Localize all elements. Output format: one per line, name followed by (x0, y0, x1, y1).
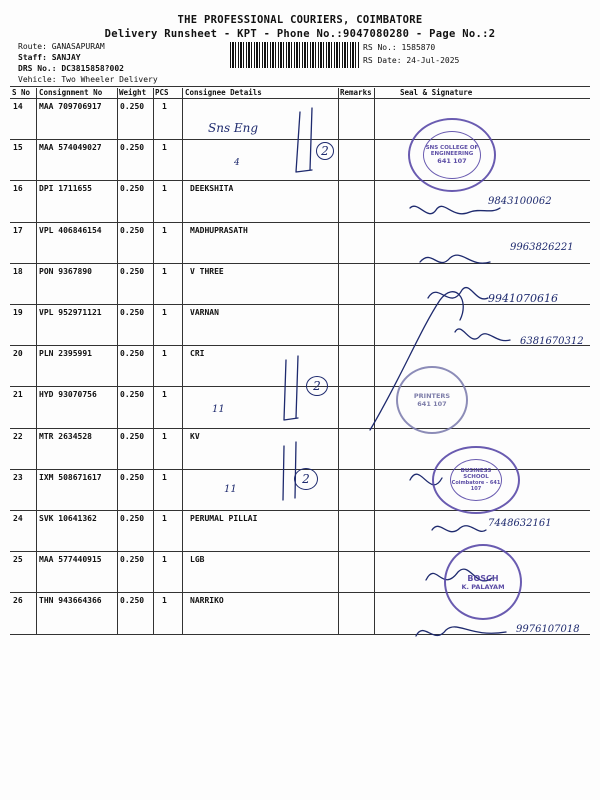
col-header-remarks: Remarks (340, 88, 372, 97)
cell-sno: 17 (13, 226, 23, 235)
signature-stroke (455, 329, 510, 341)
drs-number: DRS No.: DC3815858?002 (18, 64, 124, 73)
stamp-pin: 641 107 (437, 157, 467, 165)
handwritten-phone: 9941070616 (488, 292, 558, 305)
cell-pcs: 1 (162, 473, 167, 482)
cell-consignment: SVK 10641362 (39, 514, 97, 523)
cell-pcs: 1 (162, 226, 167, 235)
printers-seal-stamp (396, 366, 468, 434)
bosch-seal-stamp (444, 544, 522, 620)
stamp-pin: Coimbatore - 641 107 (451, 480, 501, 492)
handwritten-four: 4 (234, 158, 240, 168)
stamp-pin: 641 107 (417, 400, 447, 408)
rs-date: RS Date: 24-Jul-2025 (363, 56, 460, 65)
cell-sno: 25 (13, 555, 23, 564)
cell-consignment: PLN 2395991 (39, 349, 92, 358)
cell-weight: 0.250 (120, 596, 145, 605)
signature-stroke (432, 526, 486, 532)
handwritten-phone: 9976107018 (516, 624, 580, 635)
cell-pcs: 1 (162, 308, 167, 317)
college-seal-stamp (408, 118, 496, 192)
cell-consignment: VPL 406846154 (39, 226, 102, 235)
cell-weight: 0.250 (120, 102, 145, 111)
handwritten-count: 2 (306, 376, 328, 396)
handwritten-count: 2 (294, 468, 318, 490)
handwritten-phone: 7448632161 (488, 518, 552, 529)
col-header-consignee: Consignee Details (185, 88, 262, 97)
stamp-text: SNS COLLEGE OF ENGINEERING (425, 145, 479, 157)
vehicle-label: Vehicle: Two Wheeler Delivery (18, 75, 158, 84)
col-header-seal: Seal & Signature (400, 88, 473, 97)
cell-weight: 0.250 (120, 349, 145, 358)
signature-stroke (410, 206, 500, 214)
cell-consignee: PERUMAL PILLAI (190, 514, 258, 523)
cell-consignment: THN 943664366 (39, 596, 102, 605)
cell-consignee: NARRIKO (190, 596, 224, 605)
cell-weight: 0.250 (120, 555, 145, 564)
stamp-text: BOSCH (467, 573, 499, 583)
cell-consignment: MAA 709706917 (39, 102, 102, 111)
cell-pcs: 1 (162, 184, 167, 193)
cell-sno: 21 (13, 390, 23, 399)
cell-pcs: 1 (162, 596, 167, 605)
cell-sno: 16 (13, 184, 23, 193)
cell-pcs: 1 (162, 267, 167, 276)
cell-weight: 0.250 (120, 267, 145, 276)
cell-consignee: KV (190, 432, 200, 441)
runsheet-subtitle: Delivery Runsheet - KPT - Phone No.:9047080280 - Page No.:2 (104, 28, 496, 40)
cell-sno: 23 (13, 473, 23, 482)
handwritten-count: 2 (316, 142, 334, 160)
bracket-stroke (283, 442, 296, 500)
cell-sno: 20 (13, 349, 23, 358)
handwritten-ditto: 11 (212, 404, 225, 415)
col-header-weight: Weight (119, 88, 147, 97)
cell-pcs: 1 (162, 390, 167, 399)
handwritten-ditto: 11 (224, 484, 237, 495)
business-school-stamp (432, 446, 520, 514)
cell-weight: 0.250 (120, 184, 145, 193)
col-header-pcs: PCS (155, 88, 169, 97)
staff-label: Staff: SANJAY (18, 53, 81, 62)
cell-pcs: 1 (162, 432, 167, 441)
cell-pcs: 1 (162, 143, 167, 152)
cell-weight: 0.250 (120, 308, 145, 317)
cell-sno: 15 (13, 143, 23, 152)
bracket-stroke (296, 108, 312, 172)
cell-consignee: MADHUPRASATH (190, 226, 248, 235)
rs-number: RS No.: 1585870 (363, 43, 436, 52)
handwritten-sns: Sns Eng (208, 121, 259, 135)
stamp-text: BUSINESS SCHOOL (460, 468, 492, 480)
signature-stroke (416, 627, 506, 636)
handwritten-phone: 9963826221 (510, 242, 574, 253)
cell-consignment: MAA 574049027 (39, 143, 102, 152)
cell-consignment: DPI 1711655 (39, 184, 92, 193)
cell-pcs: 1 (162, 514, 167, 523)
cell-sno: 22 (13, 432, 23, 441)
cell-sno: 18 (13, 267, 23, 276)
cell-weight: 0.250 (120, 226, 145, 235)
stamp-text: PRINTERS (413, 392, 451, 400)
cell-sno: 26 (13, 596, 23, 605)
handwritten-phone: 6381670312 (520, 336, 584, 347)
cell-weight: 0.250 (120, 432, 145, 441)
cell-consignment: VPL 952971121 (39, 308, 102, 317)
cell-sno: 24 (13, 514, 23, 523)
cell-sno: 19 (13, 308, 23, 317)
col-header-consignment: Consignment No (39, 88, 103, 97)
cell-pcs: 1 (162, 555, 167, 564)
cell-sno: 14 (13, 102, 23, 111)
cell-pcs: 1 (162, 102, 167, 111)
cell-consignee: CRI (190, 349, 205, 358)
cell-consignment: PON 9367890 (39, 267, 92, 276)
cell-consignee: LGB (190, 555, 205, 564)
route-label: Route: GANASAPURAM (18, 42, 105, 51)
cell-consignee: VARNAN (190, 308, 219, 317)
cell-consignment: MAA 577440915 (39, 555, 102, 564)
col-header-sno: S No (12, 88, 31, 97)
cell-consignee: V THREE (190, 267, 224, 276)
cell-consignment: IXM 508671617 (39, 473, 102, 482)
cell-weight: 0.250 (120, 473, 145, 482)
bracket-stroke (284, 356, 298, 420)
handwritten-phone: 9843100062 (488, 196, 552, 207)
cell-consignment: HYD 93070756 (39, 390, 97, 399)
cell-consignment: MTR 2634528 (39, 432, 92, 441)
cell-weight: 0.250 (120, 143, 145, 152)
company-title: THE PROFESSIONAL COURIERS, COIMBATORE (177, 14, 423, 26)
cell-weight: 0.250 (120, 514, 145, 523)
signature-stroke (420, 255, 490, 263)
stamp-place: K. PALAYAM (461, 582, 505, 591)
cell-pcs: 1 (162, 349, 167, 358)
cell-weight: 0.250 (120, 390, 145, 399)
cell-consignee: DEEKSHITA (190, 184, 234, 193)
